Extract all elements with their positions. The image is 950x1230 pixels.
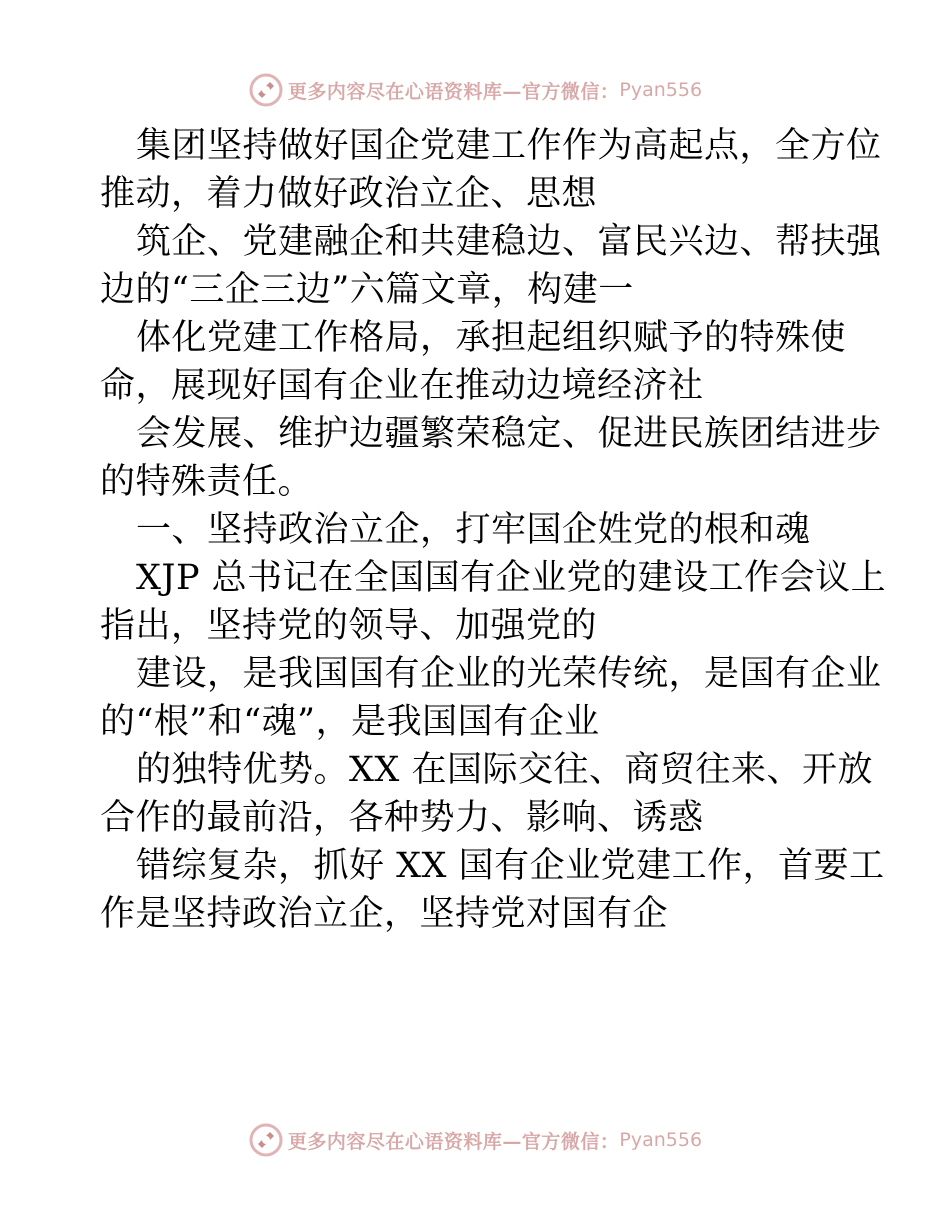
body-line: 指出，坚持党的领导、加强党的 xyxy=(100,606,598,646)
body-line: 筑企、党建融企和共建稳边、富民兴边、帮扶强 xyxy=(136,222,882,262)
section-heading: 一、坚持政治立企，打牢国企姓党的根和魂 xyxy=(136,510,811,550)
body-line: 作是坚持政治立企，坚持党对国有企 xyxy=(100,894,669,934)
body-line: 的“根”和“魂”，是我国国有企业 xyxy=(100,702,600,742)
body-line: 边的“三企三边”六篇文章，构建一 xyxy=(100,270,634,310)
body-line: 命，展现好国有企业在推动边境经济社 xyxy=(100,366,704,406)
body-line: 建设，是我国国有企业的光荣传统，是国有企业 xyxy=(136,654,882,694)
footer-banner xyxy=(0,1120,950,1160)
body-line: 推动，着力做好政治立企、思想 xyxy=(100,174,598,214)
body-line: 的特殊责任。 xyxy=(100,462,314,502)
body-line: 的独特优势。XX 在国际交往、商贸往来、开放 xyxy=(136,750,873,790)
body-line: 会发展、维护边疆繁荣稳定、促进民族团结进步 xyxy=(136,414,882,454)
header-banner-text: 更多内容尽在心语资料库—官方微信： xyxy=(287,80,620,103)
header-banner-id: Pyan556 xyxy=(619,79,703,101)
body-line: 集团坚持做好国企党建工作作为高起点，全方位 xyxy=(136,126,882,166)
brand-logo-icon xyxy=(248,72,284,108)
header-banner xyxy=(0,70,950,110)
footer-banner-id: Pyan556 xyxy=(619,1129,703,1151)
body-line: XJP 总书记在全国国有企业党的建设工作会议上 xyxy=(136,558,887,598)
body-line: 体化党建工作格局，承担起组织赋予的特殊使 xyxy=(136,318,847,358)
body-line: 合作的最前沿，各种势力、影响、诱惑 xyxy=(100,798,704,838)
brand-logo-icon xyxy=(248,1122,284,1158)
document-body xyxy=(100,122,887,938)
footer-banner-text: 更多内容尽在心语资料库—官方微信： xyxy=(287,1130,620,1153)
body-line: 错综复杂，抓好 XX 国有企业党建工作，首要工 xyxy=(136,846,885,886)
